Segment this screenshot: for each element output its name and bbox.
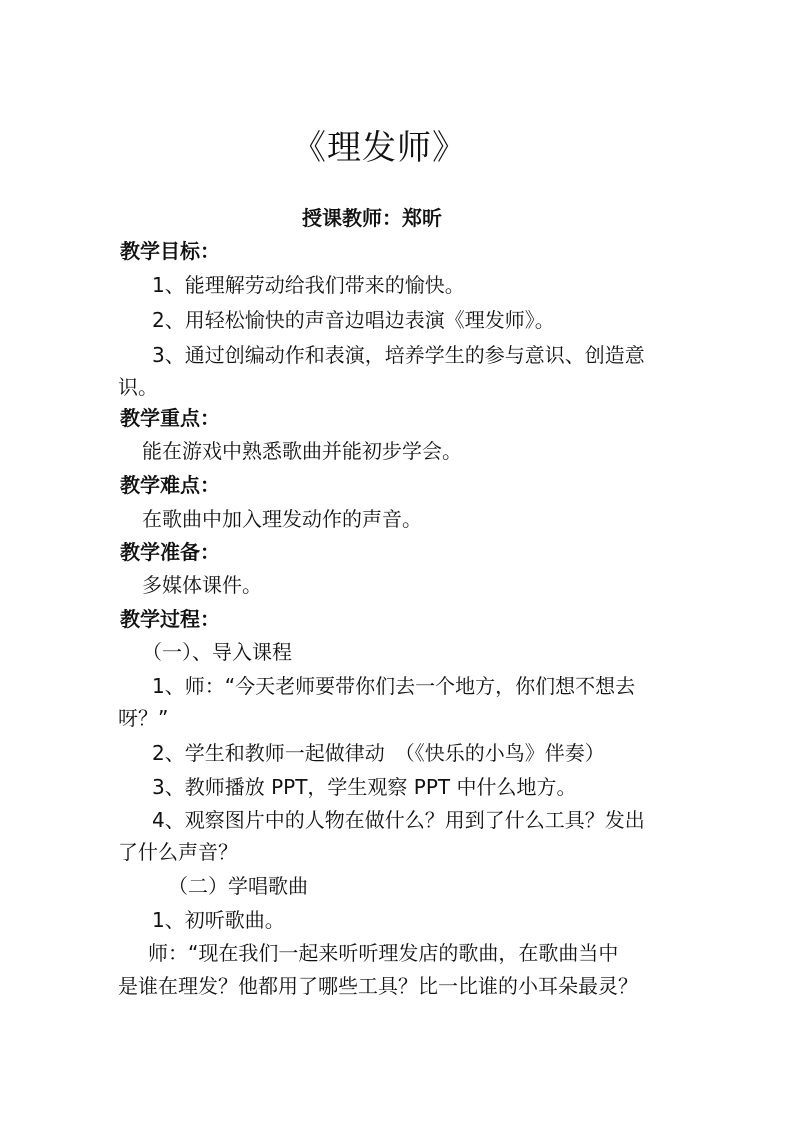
process-line: 是谁在理发？他都用了哪些工具？比一比谁的小耳朵最灵？ <box>118 974 638 998</box>
key-points-heading: 教学重点： <box>120 406 220 430</box>
objective-item: 3、通过创编动作和表演，培养学生的参与意识、创造意 <box>152 343 645 367</box>
process-line: 1、师：“今天老师要带你们去一个地方，你们想不想去 <box>152 674 636 698</box>
teacher-line: 授课教师：郑昕 <box>302 206 442 230</box>
preparation-text: 多媒体课件。 <box>142 573 262 597</box>
key-points-text: 能在游戏中熟悉歌曲并能初步学会。 <box>142 439 462 463</box>
document-title: 《理发师》 <box>292 128 467 168</box>
process-line: 4、观察图片中的人物在做什么？用到了什么工具？发出 <box>152 808 645 832</box>
objective-item: 2、用轻松愉快的声音边唱边表演《理发师》。 <box>152 308 555 332</box>
objectives-heading: 教学目标： <box>120 239 220 263</box>
process-line: 3、教师播放 PPT，学生观察 PPT 中什么地方。 <box>152 775 577 799</box>
process-line: 1、初听歌曲。 <box>152 908 285 932</box>
process-heading: 教学过程： <box>120 607 220 631</box>
process-line: 呀？” <box>118 706 169 730</box>
section-title: （二）学唱歌曲 <box>168 874 308 898</box>
objective-item: 1、能理解劳动给我们带来的愉快。 <box>152 273 465 297</box>
difficulties-heading: 教学难点： <box>120 473 220 497</box>
process-line: 师：“现在我们一起来听听理发店的歌曲，在歌曲当中 <box>148 941 619 965</box>
section-title: （一）、导入课程 <box>142 640 292 664</box>
process-line: 2、学生和教师一起做律动 （《快乐的小鸟》伴奏） <box>152 741 605 765</box>
preparation-heading: 教学准备： <box>120 540 220 564</box>
process-line: 了什么声音？ <box>118 840 238 864</box>
objective-item-continuation: 识。 <box>118 375 158 399</box>
difficulties-text: 在歌曲中加入理发动作的声音。 <box>142 507 422 531</box>
